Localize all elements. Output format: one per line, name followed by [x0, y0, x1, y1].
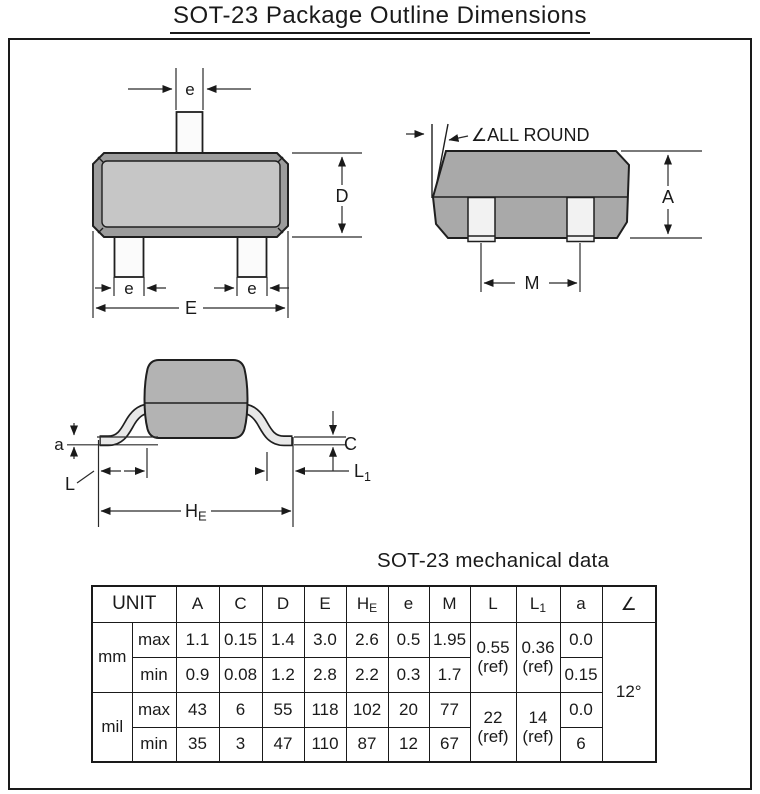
dim-label-C: C: [344, 434, 357, 454]
dim-label-E: E: [184, 298, 198, 318]
dim-M: [481, 243, 580, 293]
top-view-drawing: [93, 68, 362, 318]
table-cell-L1-mil: [516, 692, 560, 762]
pin-top: [177, 112, 203, 153]
dim-C: [294, 411, 357, 471]
ref-value: 0.36: [521, 638, 555, 657]
table-header-C: C: [219, 586, 262, 622]
table-header-angle: ∠: [602, 586, 656, 622]
table-cell: 2.2: [346, 657, 388, 692]
table-cell: 0.0: [560, 692, 602, 727]
table-cell: 0.15: [560, 657, 602, 692]
table-cell-limit: min: [132, 727, 176, 762]
table-cell: 2.6: [346, 622, 388, 657]
table-cell: 1.2: [262, 657, 304, 692]
front-view-drawing: [54, 360, 371, 527]
table-row-mm-min: [92, 657, 656, 692]
dim-label-HE-sub: E: [198, 508, 207, 524]
dim-HE: [101, 501, 291, 524]
table-cell: 67: [429, 727, 470, 762]
page-title-text: SOT-23 Package Outline Dimensions: [170, 2, 590, 34]
table-cell: 0.9: [176, 657, 219, 692]
ref-suffix: (ref): [477, 726, 509, 746]
mechanical-data-table-title: SOT-23 mechanical data: [377, 549, 610, 572]
table-header-HE: [346, 586, 388, 622]
table-header-D: D: [262, 586, 304, 622]
table-header-unit: UNIT: [92, 586, 176, 622]
table-cell: 118: [304, 692, 346, 727]
dim-label-HE: [185, 501, 207, 524]
dim-label-L1: [354, 461, 371, 484]
dim-label-e-top: e: [185, 80, 195, 99]
dim-D: [292, 153, 362, 237]
table-cell: 0.15: [219, 622, 262, 657]
table-cell-limit: max: [132, 622, 176, 657]
table-header-L1: [516, 586, 560, 622]
dim-label-L: L: [64, 474, 76, 494]
dim-A: [621, 151, 702, 238]
table-cell: 1.1: [176, 622, 219, 657]
table-row-mil-min: [92, 727, 656, 762]
table-cell: 6: [219, 692, 262, 727]
table-cell: 1.95: [429, 622, 470, 657]
table-cell: 55: [262, 692, 304, 727]
dim-label-e-bottom-right: e: [247, 279, 257, 298]
pin-bottom-right: [238, 237, 267, 277]
mechanical-data-table: [91, 585, 657, 763]
table-row-mil-max: [92, 692, 656, 727]
table-cell: 110: [304, 727, 346, 762]
table-cell: 77: [429, 692, 470, 727]
table-cell: 20: [388, 692, 429, 727]
table-cell: 47: [262, 727, 304, 762]
table-header-HE-sub: E: [369, 600, 378, 615]
table-cell: 1.4: [262, 622, 304, 657]
table-cell-L-mil: [470, 692, 516, 762]
ref-suffix: (ref): [477, 657, 509, 676]
ref-value: 22: [483, 707, 503, 727]
dim-label-a: a: [54, 435, 64, 454]
table-header-a: a: [560, 586, 602, 622]
dim-label-L1-main: L: [354, 461, 365, 481]
table-cell: 1.7: [429, 657, 470, 692]
table-cell: 2.8: [304, 657, 346, 692]
table-cell: 3: [219, 727, 262, 762]
table-header-L1-sub: 1: [539, 600, 547, 615]
table-cell: 35: [176, 727, 219, 762]
table-header-M: M: [429, 586, 470, 622]
table-cell-angle: 12°: [602, 622, 656, 762]
table-cell: 87: [346, 727, 388, 762]
all-round-label: ∠ALL ROUND: [471, 125, 590, 145]
table-cell: 3.0: [304, 622, 346, 657]
package-body-side-view: [433, 151, 629, 238]
table-header-A: A: [176, 586, 219, 622]
table-header-HE-main: H: [356, 593, 370, 613]
table-cell-L1-mm: [516, 622, 560, 692]
table-cell: 0.08: [219, 657, 262, 692]
ref-suffix: (ref): [522, 726, 554, 746]
package-body-front-view: [145, 360, 248, 438]
table-cell-unit-mm: mm: [92, 622, 132, 692]
table-row-mm-max: [92, 622, 656, 657]
ref-suffix: (ref): [522, 657, 554, 676]
table-cell: 6: [560, 727, 602, 762]
dim-e-top: [128, 68, 251, 110]
pad-left: [468, 198, 495, 242]
table-header-E: E: [304, 586, 346, 622]
table-header-row: [92, 586, 656, 622]
dim-label-HE-main: H: [185, 501, 198, 521]
table-cell-L-mm: [470, 622, 516, 692]
dim-label-e-bottom-left: e: [124, 279, 134, 298]
table-header-e: e: [388, 586, 429, 622]
pad-right: [567, 198, 594, 242]
dim-label-M: M: [524, 273, 540, 293]
side-view-drawing: [406, 124, 702, 293]
dim-label-L1-sub: 1: [364, 470, 371, 484]
table-cell: 43: [176, 692, 219, 727]
table-cell-limit: max: [132, 692, 176, 727]
package-body-top-inner: [102, 161, 280, 227]
pin-bottom-left: [115, 237, 144, 277]
table-cell: 102: [346, 692, 388, 727]
ref-value: 0.55: [476, 638, 510, 657]
dim-label-D: D: [335, 186, 349, 206]
table-cell-limit: min: [132, 657, 176, 692]
table-cell: 0.0: [560, 622, 602, 657]
table-cell-unit-mil: mil: [92, 692, 132, 762]
ref-value: 14: [528, 707, 548, 727]
table-header-L1-main: L: [529, 593, 540, 613]
dim-e-bottom-right: [214, 277, 289, 298]
table-header-L: L: [470, 586, 516, 622]
table-cell: 0.5: [388, 622, 429, 657]
dim-e-bottom-left: [95, 277, 166, 298]
table-cell: 12: [388, 727, 429, 762]
table-cell: 0.3: [388, 657, 429, 692]
dim-label-A: A: [661, 187, 675, 207]
dim-L: [65, 440, 147, 527]
